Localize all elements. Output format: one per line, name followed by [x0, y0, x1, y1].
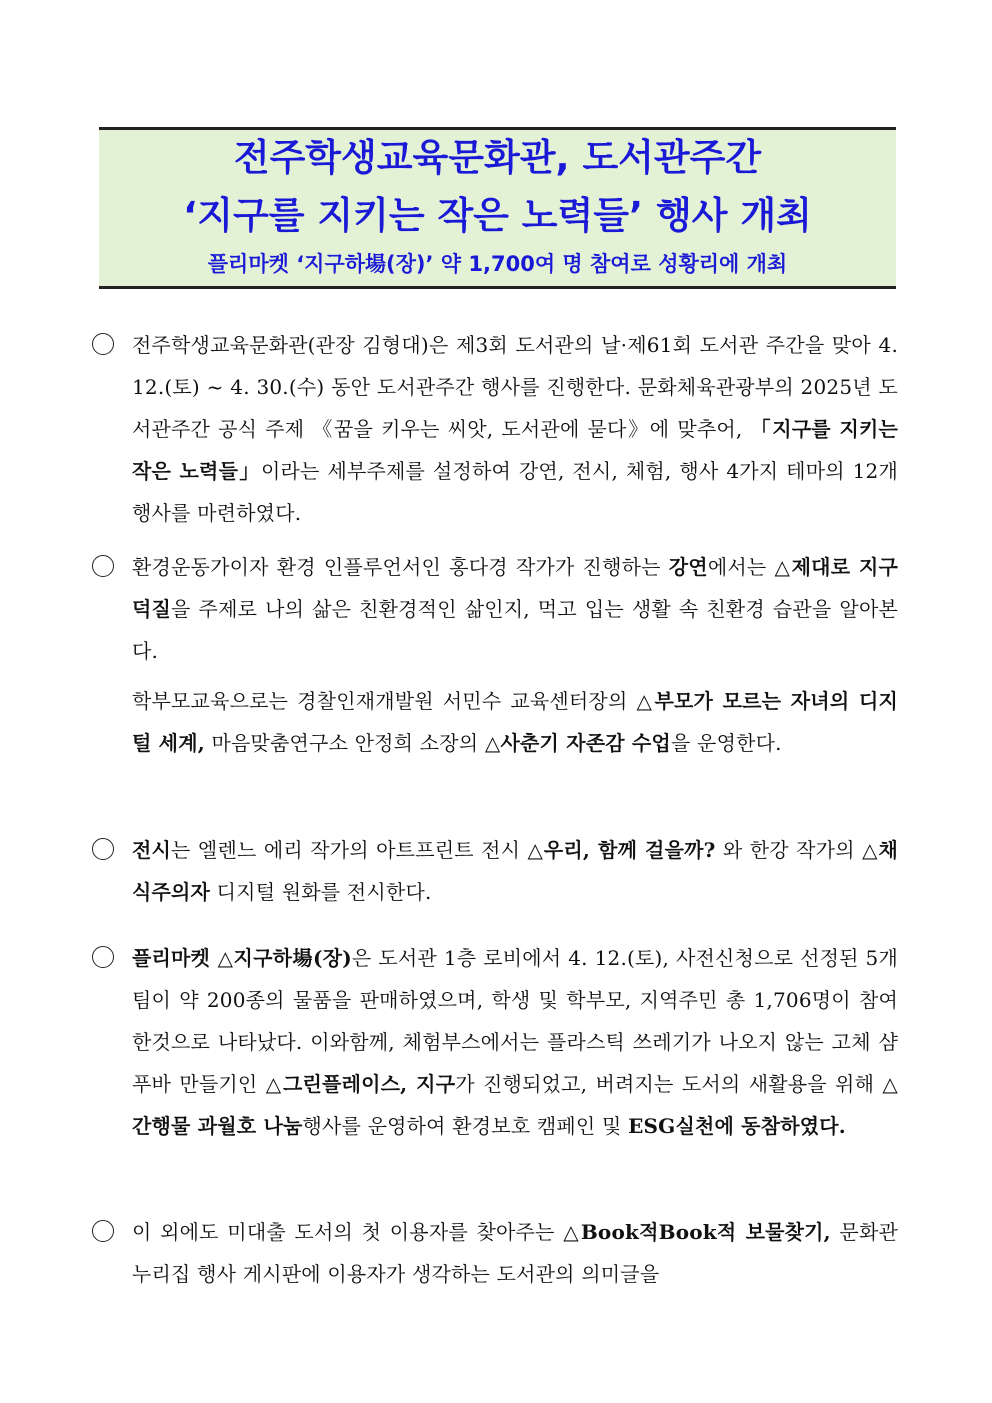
section-2-text — [92, 546, 898, 764]
text-run: 전주학생교육문화관(관장 김형대)은 제3회 도서관의 날·제61회 도서관 주간을 맞아 4. 12.(토) ~ 4. 30.(수) 동안 도서관주간 행사를 진행한다. 문화체육관광부의 2025년 도서관주간 공식 주제 《꿈을 키우는 씨앗, 도서관에 묻다》에 맞추어, — [132, 333, 898, 441]
paragraph — [132, 937, 898, 1147]
section-3 — [92, 829, 898, 913]
text-run: 가 진행되었고, 버려지는 도서의 새활용을 위해 — [455, 1072, 883, 1096]
paragraph — [132, 324, 898, 534]
bold-text: △제대로 지구덕질 — [132, 555, 898, 621]
bold-text: △그린플레이스, 지구 — [265, 1072, 456, 1096]
section-1 — [92, 324, 898, 534]
circle-bullet-icon — [92, 838, 114, 860]
paragraph-spacer — [92, 672, 898, 680]
section-1-text — [92, 324, 898, 534]
section-5 — [92, 1211, 898, 1295]
text-run: 이라는 세부주제를 설정하여 강연, 전시, 체험, 행사 4가지 테마의 12개 행사를 마련하였다. — [132, 459, 899, 525]
text-run: 은 도서관 1층 로비에서 4. 12.(토), 사전신청으로 선정된 5개 팀이 약 200종의 물품을 판매하였으며, 학생 및 학부모, 지역주민 총 1,706명이 참여한것으로 나타났다. 이와함께, 체험부스에서는 플라스틱 쓰레기가 나오지 않는 고체 샴푸바 만들기인 — [132, 946, 898, 1096]
text-run: 을 운영한다. — [670, 731, 782, 755]
text-run: 을 주제로 나의 삶은 친환경적인 삶인지, 먹고 입는 생활 속 친환경 습관을 알아본다. — [132, 597, 898, 663]
title-line-1: 전주학생교육문화관, 도서관주간 — [233, 136, 762, 179]
bold-text: ESG실천에 동참하였다. — [628, 1114, 846, 1138]
bold-text: 전시 — [132, 838, 172, 862]
text-run: 와 한강 작가의 — [715, 838, 863, 862]
text-run: 마음맞춤연구소 안정희 소장의 — [204, 731, 485, 755]
text-run: 디지털 원화를 전시한다. — [210, 880, 432, 904]
subtitle: 플리마켓 ‘지구하場(장)’ 약 1,700여 명 참여로 성황리에 개최 — [207, 252, 788, 276]
text-run: 에서는 — [707, 555, 775, 579]
circle-bullet-icon — [92, 946, 114, 968]
paragraph — [132, 829, 898, 913]
bold-text: △부모가 모르는 자녀의 디지털 세계, — [132, 689, 898, 755]
text-run: 이 외에도 미대출 도서의 첫 이용자를 찾아주는 — [132, 1220, 564, 1244]
bold-text: 플리마켓 △지구하場(장) — [132, 946, 352, 970]
circle-bullet-icon — [92, 555, 114, 577]
section-4-text — [92, 937, 898, 1147]
text-run: 행사를 운영하여 환경보호 캠페인 및 — [302, 1114, 629, 1138]
circle-bullet-icon — [92, 1220, 114, 1242]
text-run: 는 엘렌느 에리 작가의 아트프린트 전시 — [171, 838, 528, 862]
bold-text: 강연 — [668, 555, 708, 579]
bold-text: △간행물 과월호 나눔 — [132, 1072, 898, 1138]
paragraph — [132, 546, 898, 672]
text-run: 환경운동가이자 환경 인플루언서인 홍다경 작가가 진행하는 — [132, 555, 669, 579]
section-3-text — [92, 829, 898, 913]
bold-text: 「지구를 지키는 작은 노력들」 — [132, 417, 899, 483]
title-line-2: ‘지구를 지키는 작은 노력들’ 행사 개최 — [183, 194, 812, 237]
section-4 — [92, 937, 898, 1147]
bold-text: △Book적Book적 보물찾기, — [563, 1220, 831, 1244]
bold-text: △사춘기 자존감 수업 — [484, 731, 671, 755]
paragraph — [132, 1211, 898, 1295]
circle-bullet-icon — [92, 333, 114, 355]
section-2 — [92, 546, 898, 764]
text-run: 학부모교육으로는 경찰인재개발원 서민수 교육센터장의 — [132, 689, 637, 713]
text-run: 문화관 누리집 행사 게시판에 이용자가 생각하는 도서관의 의미글을 — [132, 1220, 898, 1286]
bold-text: △채식주의자 — [132, 838, 898, 904]
section-5-text — [92, 1211, 898, 1295]
bold-text: △우리, 함께 걸을까? — [527, 838, 716, 862]
paragraph — [132, 680, 898, 764]
title-box — [99, 127, 896, 289]
